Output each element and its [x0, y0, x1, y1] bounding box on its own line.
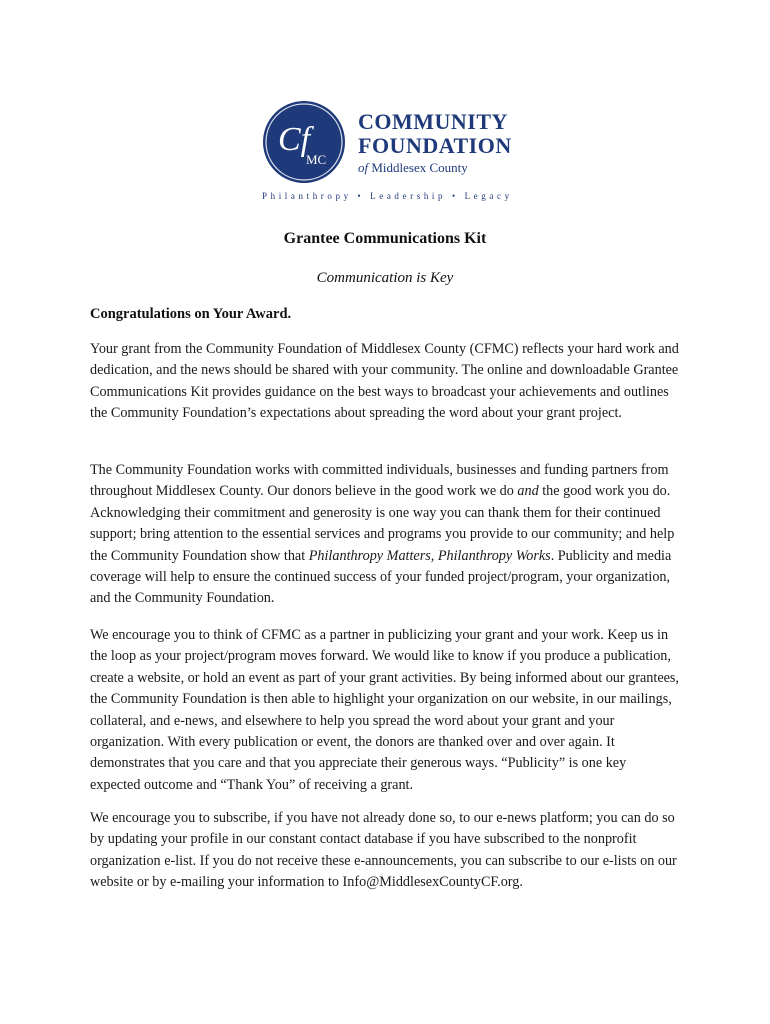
seal-monogram-sub: MC: [306, 152, 327, 167]
org-name-line2: FOUNDATION: [358, 133, 512, 158]
paragraph-2-part-a: The Community Foundation works with committed individuals, businesses and funding partners from throughout Middlesex County. Our donors believe in the good work we do: [90, 462, 669, 500]
document-title: Grantee Communications Kit: [283, 230, 487, 247]
seal-monogram-main: Cf: [278, 121, 311, 158]
paragraph-1: Your grant from the Community Foundation of Middlesex County (CFMC) reflects your hard work and dedication, and the news should be shared with your community. The online and downloadable Grantee Communications Kit provides guidance on the best ways to broadcast your achievements and outlines the Community Foundation’s expectations about spreading the word about your grant project.: [90, 341, 679, 422]
org-name-line3: [358, 160, 512, 176]
paragraph-2: [90, 460, 680, 610]
paragraph-2-emphasis-and: and: [517, 483, 539, 500]
org-name: [358, 110, 512, 176]
cfmc-logo: [262, 100, 522, 210]
paragraph-2-part-c: . Publicity and media coverage will help to ensure the continued success of your funded project/program, your organization, and the Community Foundation.: [90, 547, 672, 607]
org-of: of: [358, 160, 369, 175]
cfmc-seal-logo: [262, 100, 346, 184]
document-subtitle: Communication is Key: [316, 270, 454, 286]
org-county: Middlesex County: [371, 160, 468, 175]
paragraph-3: We encourage you to think of CFMC as a partner in publicizing your grant and your work. Keep us in the loop as your project/program moves forward. We would like to know if you produce a publication, create a website, or hold an event as part of your grant activities. By being informed about our grantees, the Community Foundation is then able to highlight your organization on our website, in our mailings, collateral, and e-news, and elsewhere to help you spread the word about your grant and your organization. With every publication or event, the donors are thanked over and over again. It demonstrates that you care and that you appreciate their generous ways. “Publicity” is one key expected outcome and “Thank You” of receiving a grant.: [90, 627, 679, 793]
logo-tagline: Philanthropy • Leadership • Legacy: [262, 191, 513, 201]
paragraph-4: We encourage you to subscribe, if you have not already done so, to our e-news platform; you can do so by updating your profile in our constant contact database if you have subscribed to the nonprofit organization e-list. If you do not receive these e-announcements, you can subscribe to our e-lists on our website or by e-mailing your information to Info@MiddlesexCountyCF.org.: [90, 810, 677, 891]
paragraph-2-slogan: Philanthropy Matters, Philanthropy Works: [308, 547, 551, 564]
section-heading: Congratulations on Your Award.: [90, 306, 292, 322]
org-name-line1: COMMUNITY: [358, 109, 508, 134]
paragraph-2-part-b: the good work you do. Acknowledging their commitment and generosity is one way you can thank them for their continued support; bring attention to the essential services and programs you provide to our community; and help the Community Foundation show that: [90, 483, 675, 564]
